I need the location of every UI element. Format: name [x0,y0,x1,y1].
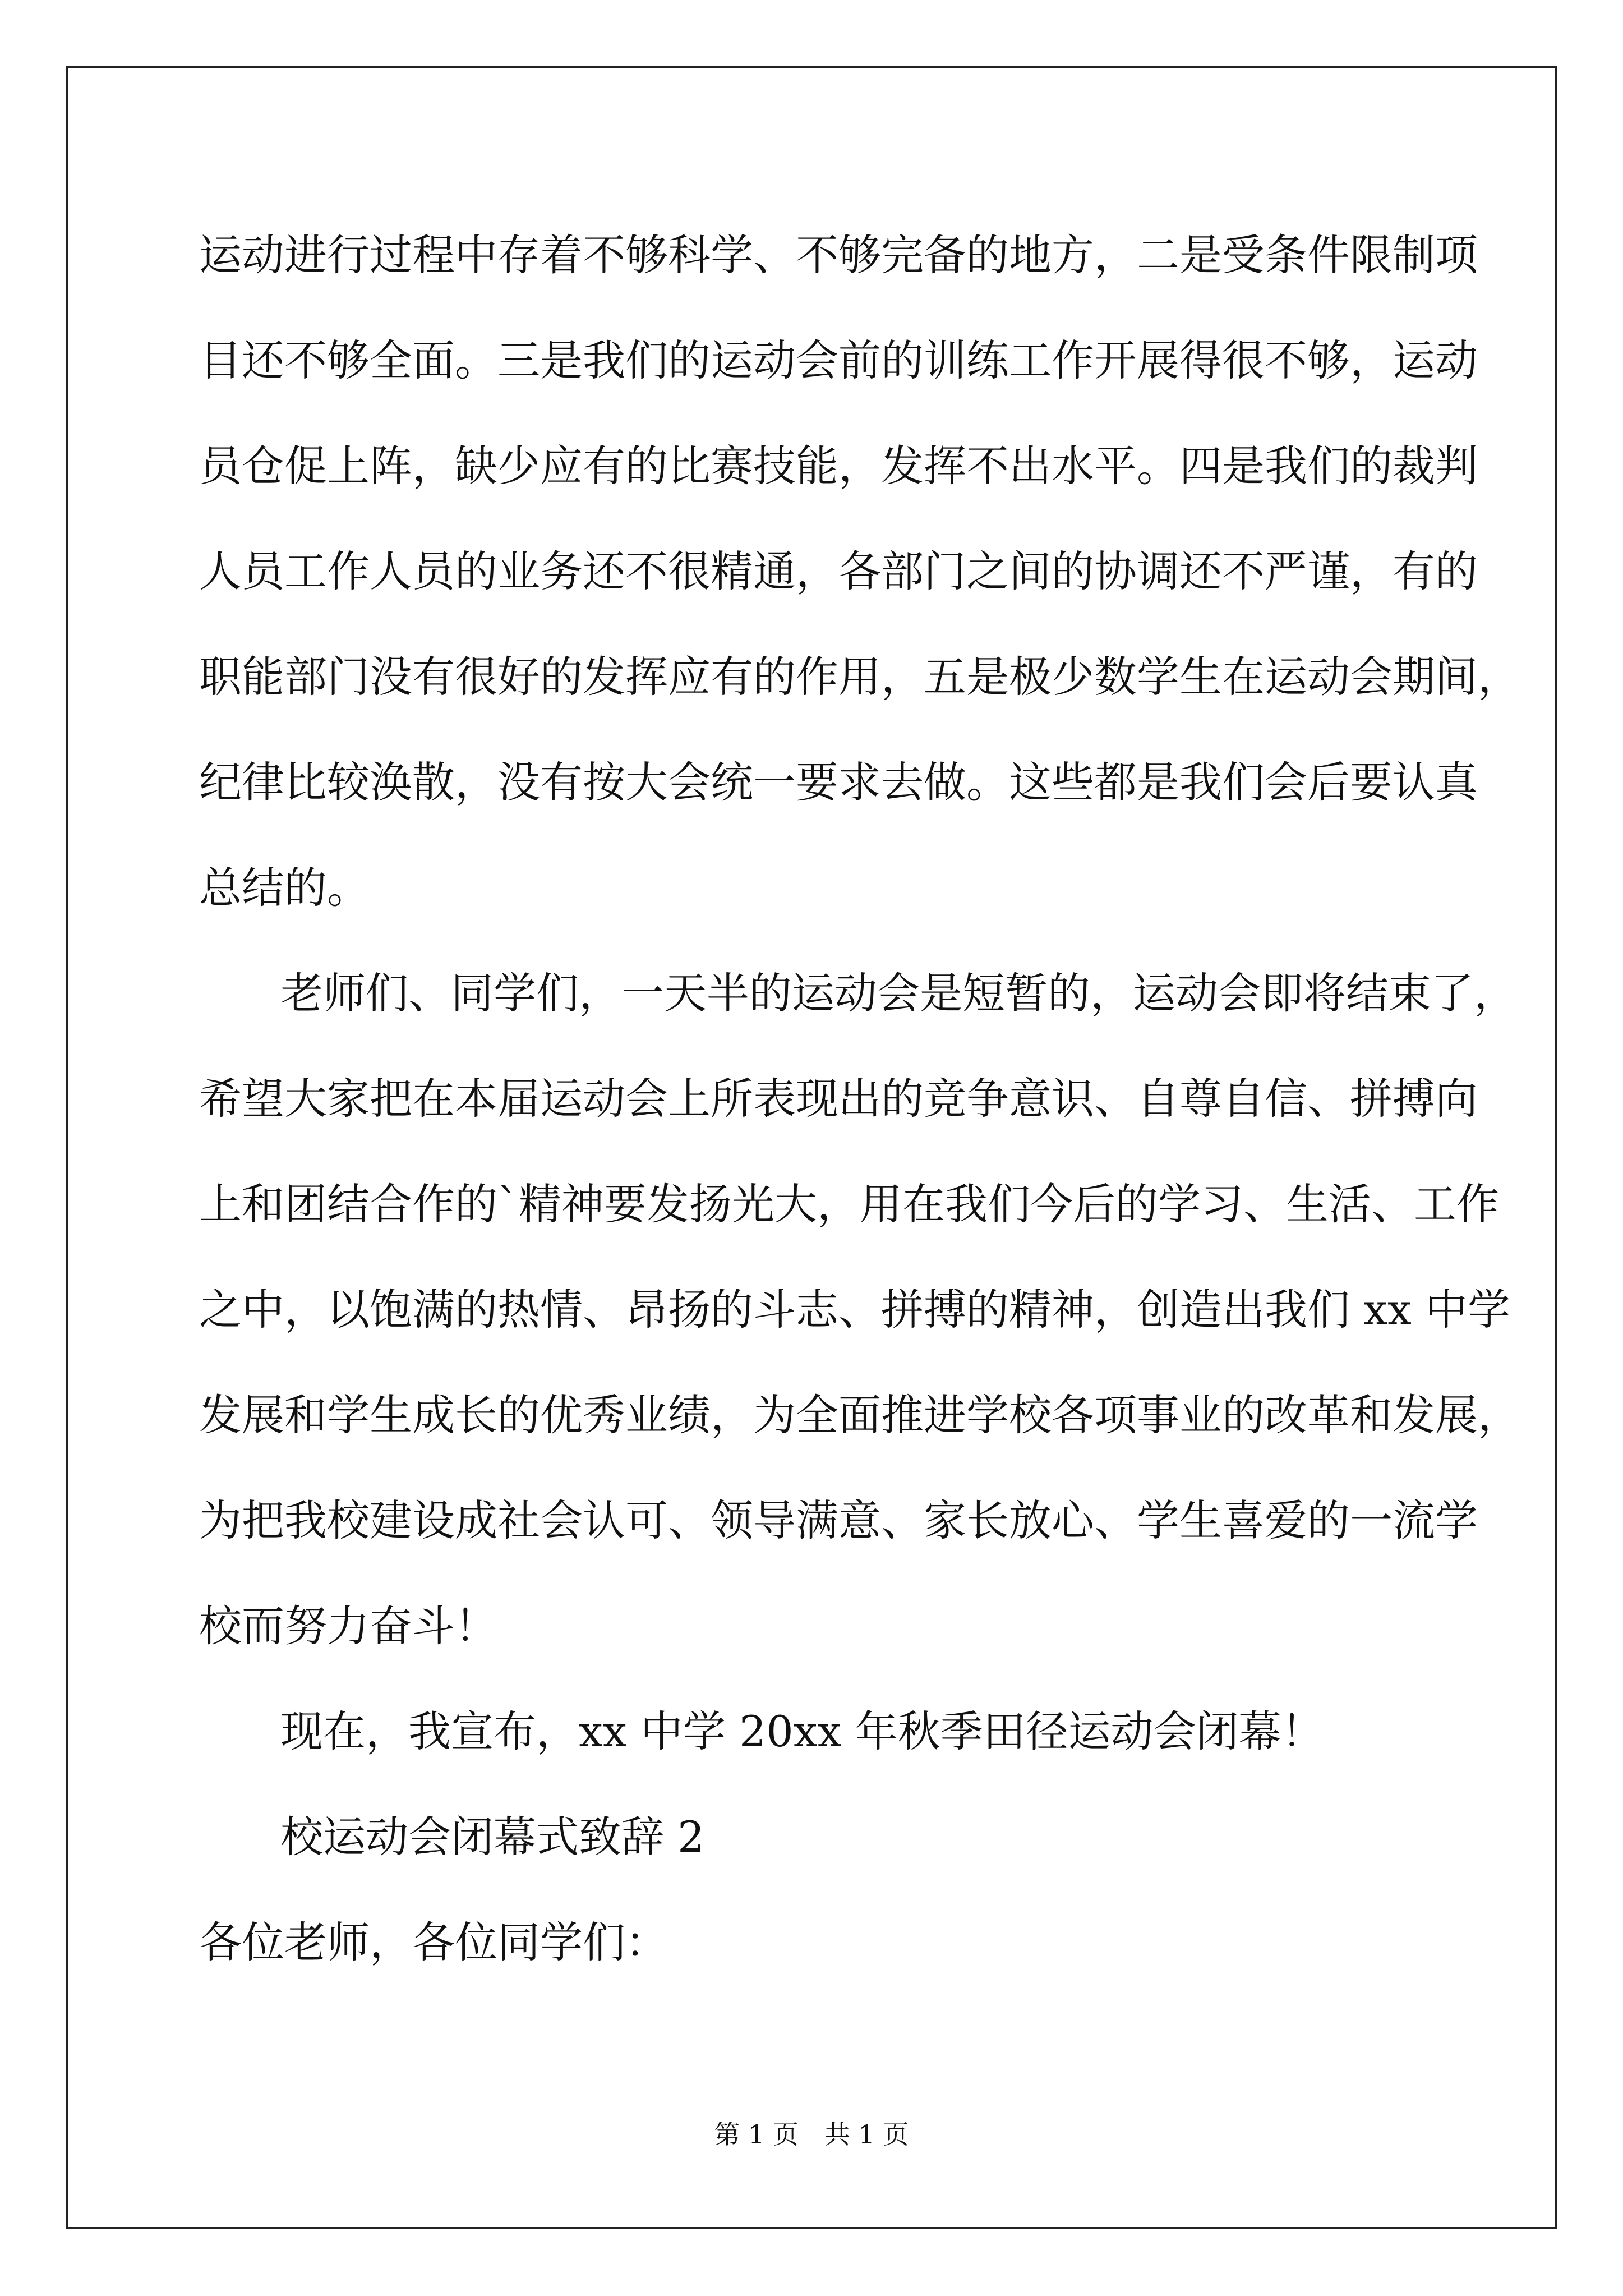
salutation-line: 各位老师，各位同学们： [199,1917,668,1967]
text-line-9: 希望大家把在本届运动会上所表现出的竞争意识、自尊自信、拼搏向 [199,1074,1478,1124]
text-line-11: 之中，以饱满的热情、昂扬的斗志、拼搏的精神，创造出我们 xx 中学 [199,1285,1511,1335]
text-line-4: 人员工作人员的业务还不很精通，各部门之间的协调还不严谨，有的 [199,546,1478,596]
text-line-5: 职能部门没有很好的发挥应有的作用，五是极少数学生在运动会期间， [199,652,1520,702]
text-line-8: 老师们、同学们，一天半的运动会是短暂的，运动会即将结束了， [280,968,1516,1018]
page-number-footer: 第 1 页 共 1 页 [714,2119,909,2150]
text-line-1: 运动进行过程中存着不够科学、不够完备的地方，二是受条件限制项 [199,230,1478,280]
text-line-7: 总结的。 [199,863,370,913]
text-line-12: 发展和学生成长的优秀业绩，为全面推进学校各项事业的改革和发展， [199,1390,1520,1440]
text-line-15: 现在，我宣布，xx 中学 20xx 年秋季田径运动会闭幕！ [280,1706,1324,1756]
text-line-3: 员仓促上阵，缺少应有的比赛技能，发挥不出水平。四是我们的裁判 [199,441,1478,491]
section-heading: 校运动会闭幕式致辞 2 [280,1812,705,1862]
text-line-13: 为把我校建设成社会认可、领导满意、家长放心、学生喜爱的一流学 [199,1496,1478,1545]
text-line-2: 目还不够全面。三是我们的运动会前的训练工作开展得很不够，运动 [199,335,1478,385]
text-line-10: 上和团结合作的`精神要发扬光大，用在我们今后的学习、生活、工作 [199,1179,1499,1229]
text-line-6: 纪律比较涣散，没有按大会统一要求去做。这些都是我们会后要认真 [199,757,1478,807]
text-line-14: 校而努力奋斗！ [199,1601,497,1651]
